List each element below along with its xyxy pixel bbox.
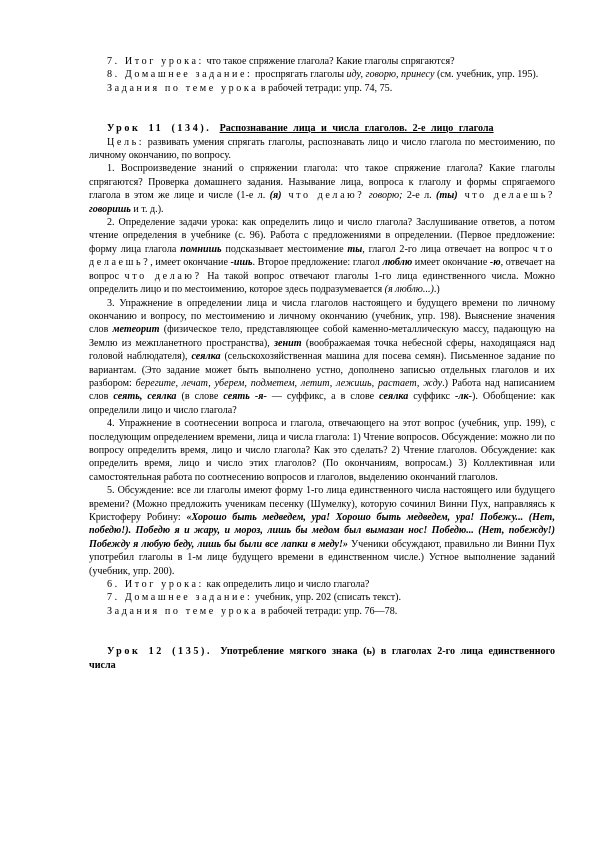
item-label: 7. Домашнее задание: — [107, 592, 253, 604]
homework-item: 7. Домашнее задание: учебник, упр. 202 (списать текст). — [107, 592, 402, 604]
lesson-step-5: 5. Обсуждение: все ли глаголы имеют форму 1-го лица единственного числа настоящего или будущего времени? (Можно предложить ученикам песенку (Шумелку), которую сочинил Винни Пух, направляясь к Кристоферу Робину: «Хорошо быть медведем, ура! Хорошо быть медведем, ура! Побежу... (Нет, победю!). Победю я и жару, и мороз, лишь бы медом был вымазан нос! Победю... (Нет, побежду!) Побежду я любую беду, лишь бы были все лапки в меду!» Ученики обсуждают, правильно ли Винни Пух употребил глаголы в 1-м лице будущего времени в единственном числе.) Устное выполнение заданий (учебник, упр. 200). — [89, 485, 555, 577]
item-label: 8. Домашнее задание: — [107, 69, 253, 81]
winnie-song-quote: «Хорошо быть медведем, ура! Хорошо быть медведем, ура! Побежу... (Нет, победю!). Победю я и жару, и мороз, лишь бы медом был вымазан нос! Победю... (Нет, побежду!) Побежду я любую беду, лишь бы были все лапки в меду!» — [89, 512, 555, 550]
lesson-step-2: 2. Определение задачи урока: как определить лицо и число глагола? Заслушивание ответов, а потом чтение определения в учебнике (с. 96). Работа с предложениями в определении. (Первое предложение: форму лица глагола помнишь подсказывает местоимение ты, глагол 2-го лица отвечает на вопрос что делаешь?, имеет окончание -ишь. Второе предложение: глагол люблю имеет окончание -ю, отвечает на вопрос что делаю? На такой вопрос отвечают глаголы 1-го лица единственного числа. Можно определить лицо и по местоимению, которое здесь подразумевается (я люблю...).) — [89, 217, 555, 296]
workbook-tasks: Задания по теме урока в рабочей тетради: упр. 76—78. — [107, 605, 398, 617]
lesson-summary-item: 7. Итог урока: что такое спряжение глагола? Какие глаголы спрягаются? — [107, 56, 455, 67]
lesson-summary-item: 6. Итог урока: как определить лицо и число глагола? — [107, 579, 370, 591]
lesson-step-1: 1. Воспроизведение знаний о спряжении глагола: что такое спряжение глагола? Какие глаголы спрягаются? Проверка домашнего задания. Называние лица, вопроса к глаголу и формы спрягаемого глагола в этом же лице и числе (1-е л. (я) что делаю? говорю; 2-е л. (ты) что делаешь? говоришь и т. д.). — [89, 163, 555, 215]
workbook-tasks: Задания по теме урока в рабочей тетради: упр. 74, 75. — [107, 82, 393, 94]
lesson-heading: Урок 12 (135). Употребление мягкого знака (ь) в глаголах 2-го лица единственного числа — [89, 646, 555, 671]
item-label: 7. Итог урока: — [107, 56, 204, 67]
lesson-step-4: 4. Упражнение в соотнесении вопроса и глагола, отвечающего на этот вопрос (учебник, упр. 199), с последующим определением времени, лица и числа глагола: 1) Чтение вопросов. Обсуждение: можно ли по вопросу определить время, лицо и число глагола? Как это сделать? 2) Чтение глаголов. Обсуждение: как определить время, лицо и число этих глаголов? (По окончаниям, вопросам.) 3) Коллективная или самостоятельная работа по соотнесению вопросов и глаголов, выделению окончаний глаголов. — [89, 418, 555, 483]
lesson-step-3: 3. Упражнение в определении лица и числа глаголов настоящего и будущего времени по личному окончанию и вопросу, по местоимению и личному окончанию (учебник, упр. 198). Выяснение значения слов метеорит (физическое тело, представляющее собой каменно-металлическую массу, падающую на Землю из межпланетного пространства), зенит (воображаемая точка небесной сферы, находящаяся над головой наблюдателя), сеялка (сельскохозяйственная машина для посева семян). Письменное задание по вариантам. (Это задание может быть выполнено устно, дополнено записью отдельных глаголов и их разбором: берегите, лечат, уберем, подметем, летит, лежишь, растает, жду.) Работа над написанием слов сеять, сеялка (в слове сеять -я- — суффикс, а в слове сеялка суффикс -лк-). Обобщение: как определили лицо и число глагола? — [89, 297, 556, 416]
lesson-title: Употребление мягкого знака (ь) в глаголах 2-го лица единственного числа — [89, 646, 555, 671]
item-label: 6. Итог урока: — [107, 579, 204, 591]
lesson-title: Распознавание лица и числа глаголов. 2-е лицо глагола — [219, 123, 494, 135]
lesson-goal: Цель: развивать умения спрягать глаголы, распознавать лицо и число глагола по местоимению, по личному окончанию, по вопросу. — [89, 136, 555, 162]
homework-item: 8. Домашнее задание: проспрягать глаголы иду, говорю, принесу (см. учебник, упр. 195). — [107, 69, 539, 81]
lesson-heading: Урок 11 (134). Распознавание лица и числа глаголов. 2-е лицо глагола — [107, 123, 494, 135]
document-body — [89, 55, 555, 672]
